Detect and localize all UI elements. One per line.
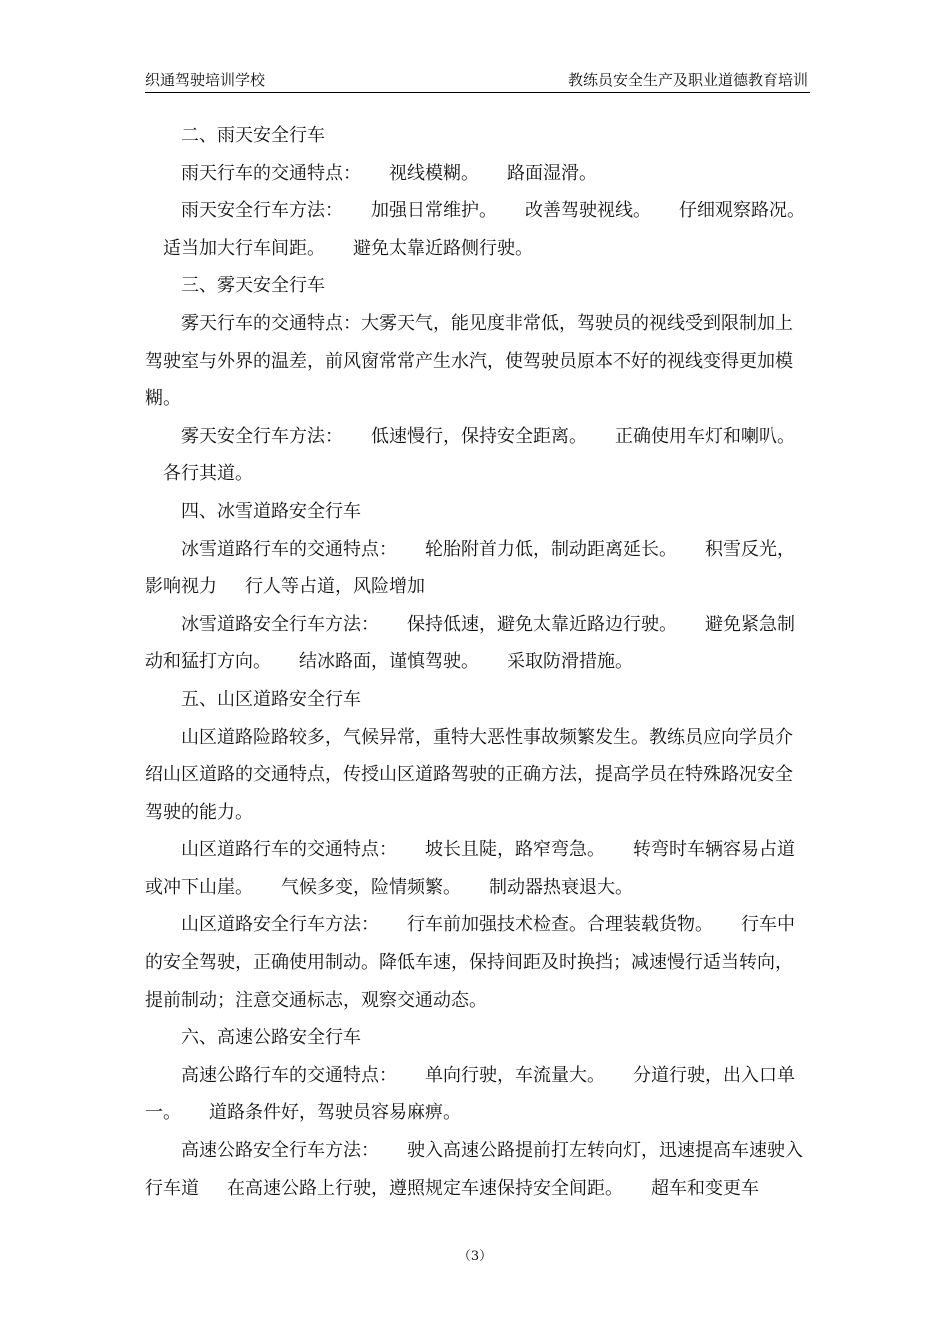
rain-features-label: 雨天行车的交通特点：: [181, 162, 361, 184]
document-body: [145, 117, 810, 1207]
paragraph-mountain-methods: [145, 906, 810, 1019]
paragraph-rain-methods-cont: [145, 230, 810, 268]
rain-feature-item: 视线模糊。: [389, 162, 479, 184]
paragraph-ice-methods: [145, 606, 810, 644]
paragraph-fog-methods-cont: 各行其道。: [163, 463, 253, 485]
paragraph-ice-features: [145, 531, 810, 569]
highway-feature-item: 分道行驶，出入口单一。: [145, 1064, 795, 1124]
ice-feature-item: 行人等占道，风险增加: [245, 576, 425, 598]
ice-method-item: 结冰路面，谨慎驾驶。: [299, 651, 479, 673]
ice-methods-label: 冰雪道路安全行车方法：: [181, 613, 379, 635]
header-document-title: 教练员安全生产及职业道德教育培训: [567, 71, 808, 89]
highway-features-label: 高速公路行车的交通特点：: [181, 1064, 397, 1086]
rain-method-item: 仔细观察路况。: [679, 200, 805, 222]
section-heading-highway: 六、高速公路安全行车: [181, 1027, 361, 1049]
highway-methods-label: 高速公路安全行车方法：: [181, 1140, 379, 1162]
paragraph-fog-methods: [145, 418, 810, 456]
mountain-feature-item: 气候多变，险情频繁。: [281, 876, 461, 898]
ice-feature-item: 影响视力: [145, 576, 217, 598]
paragraph-rain-features: [145, 155, 810, 193]
paragraph-fog-features: 雾天行车的交通特点：大雾天气，能见度非常低，驾驶员的视线受到限制加上驾驶室与外界的温差，前风窗常常产生水汽，使驾驶员原本不好的视线变得更加模糊。: [145, 312, 793, 410]
rain-method-item: 加强日常维护。: [371, 200, 497, 222]
rain-method-item: 改善驾驶视线。: [525, 200, 651, 222]
rain-method-item: 适当加大行车间距。: [163, 237, 325, 259]
paragraph-highway-features: [145, 1057, 810, 1132]
rain-method-item: 避免太靠近路侧行驶。: [353, 237, 533, 259]
highway-feature-item: 单向行驶，车流量大。: [425, 1064, 605, 1086]
fog-method-item: 低速慢行，保持安全距离。: [371, 425, 587, 447]
fog-methods-label: 雾天安全行车方法：: [181, 425, 343, 447]
highway-feature-item: 道路条件好，驾驶员容易麻痹。: [209, 1102, 461, 1124]
mountain-method-item: 行车中的安全驾驶，正确使用制动。降低车速，保持间距及时换挡；减速慢行适当转向，提前制动；注意交通标志，观察交通动态。: [145, 914, 795, 1011]
ice-feature-item: 积雪反光，: [705, 538, 795, 560]
paragraph-rain-methods: [145, 192, 810, 230]
section-heading-rain: 二、雨天安全行车: [181, 125, 325, 146]
paragraph-mountain-features-cont: [145, 869, 810, 907]
ice-feature-item: 轮胎附首力低，制动距离延长。: [425, 538, 677, 560]
ice-method-item: 保持低速，避免太靠近路边行驶。: [407, 613, 677, 635]
section-heading-ice: 四、冰雪道路安全行车: [181, 500, 361, 522]
ice-method-item: 采取防滑措施。: [507, 651, 633, 673]
highway-method-item: 超车和变更车: [651, 1177, 759, 1199]
ice-features-label: 冰雪道路行车的交通特点：: [181, 538, 397, 560]
mountain-feature-item: 转弯时车辆容易占道: [633, 839, 795, 861]
mountain-features-label: 山区道路行车的交通特点：: [181, 839, 397, 861]
mountain-feature-item: 或冲下山崖。: [145, 876, 253, 898]
rain-feature-item: 路面湿滑。: [507, 162, 597, 184]
mountain-feature-item: 坡长且陡，路窄弯急。: [425, 839, 605, 861]
section-heading-mountain: 五、山区道路安全行车: [181, 688, 361, 710]
highway-method-item: 在高速公路上行驶，遵照规定车速保持安全间距。: [227, 1177, 623, 1199]
section-heading-fog: 三、雾天安全行车: [181, 275, 325, 297]
header-rule: [145, 92, 810, 93]
paragraph-ice-methods-cont: [145, 643, 810, 681]
highway-method-item: 驶入高速公路提前打左转向灯，迅速提高车速驶入行车道: [145, 1140, 803, 1199]
mountain-method-item: 行车前加强技术检查。合理装载货物。: [407, 914, 713, 936]
header-school-name: 织通驾驶培训学校: [145, 71, 266, 89]
paragraph-highway-methods: [145, 1132, 810, 1207]
page-number: （3）: [457, 1249, 493, 1264]
fog-method-item: 正确使用车灯和喇叭。: [615, 425, 795, 447]
mountain-methods-label: 山区道路安全行车方法：: [181, 914, 379, 936]
rain-methods-label: 雨天安全行车方法：: [181, 200, 343, 222]
paragraph-mountain-intro: 山区道路险路较多，气候异常，重特大恶性事故频繁发生。教练员应向学员介绍山区道路的交通特点，传授山区道路驾驶的正确方法，提高学员在特殊路况安全驾驶的能力。: [145, 726, 793, 823]
paragraph-mountain-features: [145, 831, 810, 869]
mountain-feature-item: 制动器热衰退大。: [489, 876, 633, 898]
ice-method-item: 避免紧急制: [705, 613, 795, 635]
paragraph-ice-features-cont: [145, 568, 810, 606]
ice-method-item: 动和猛打方向。: [145, 651, 271, 673]
